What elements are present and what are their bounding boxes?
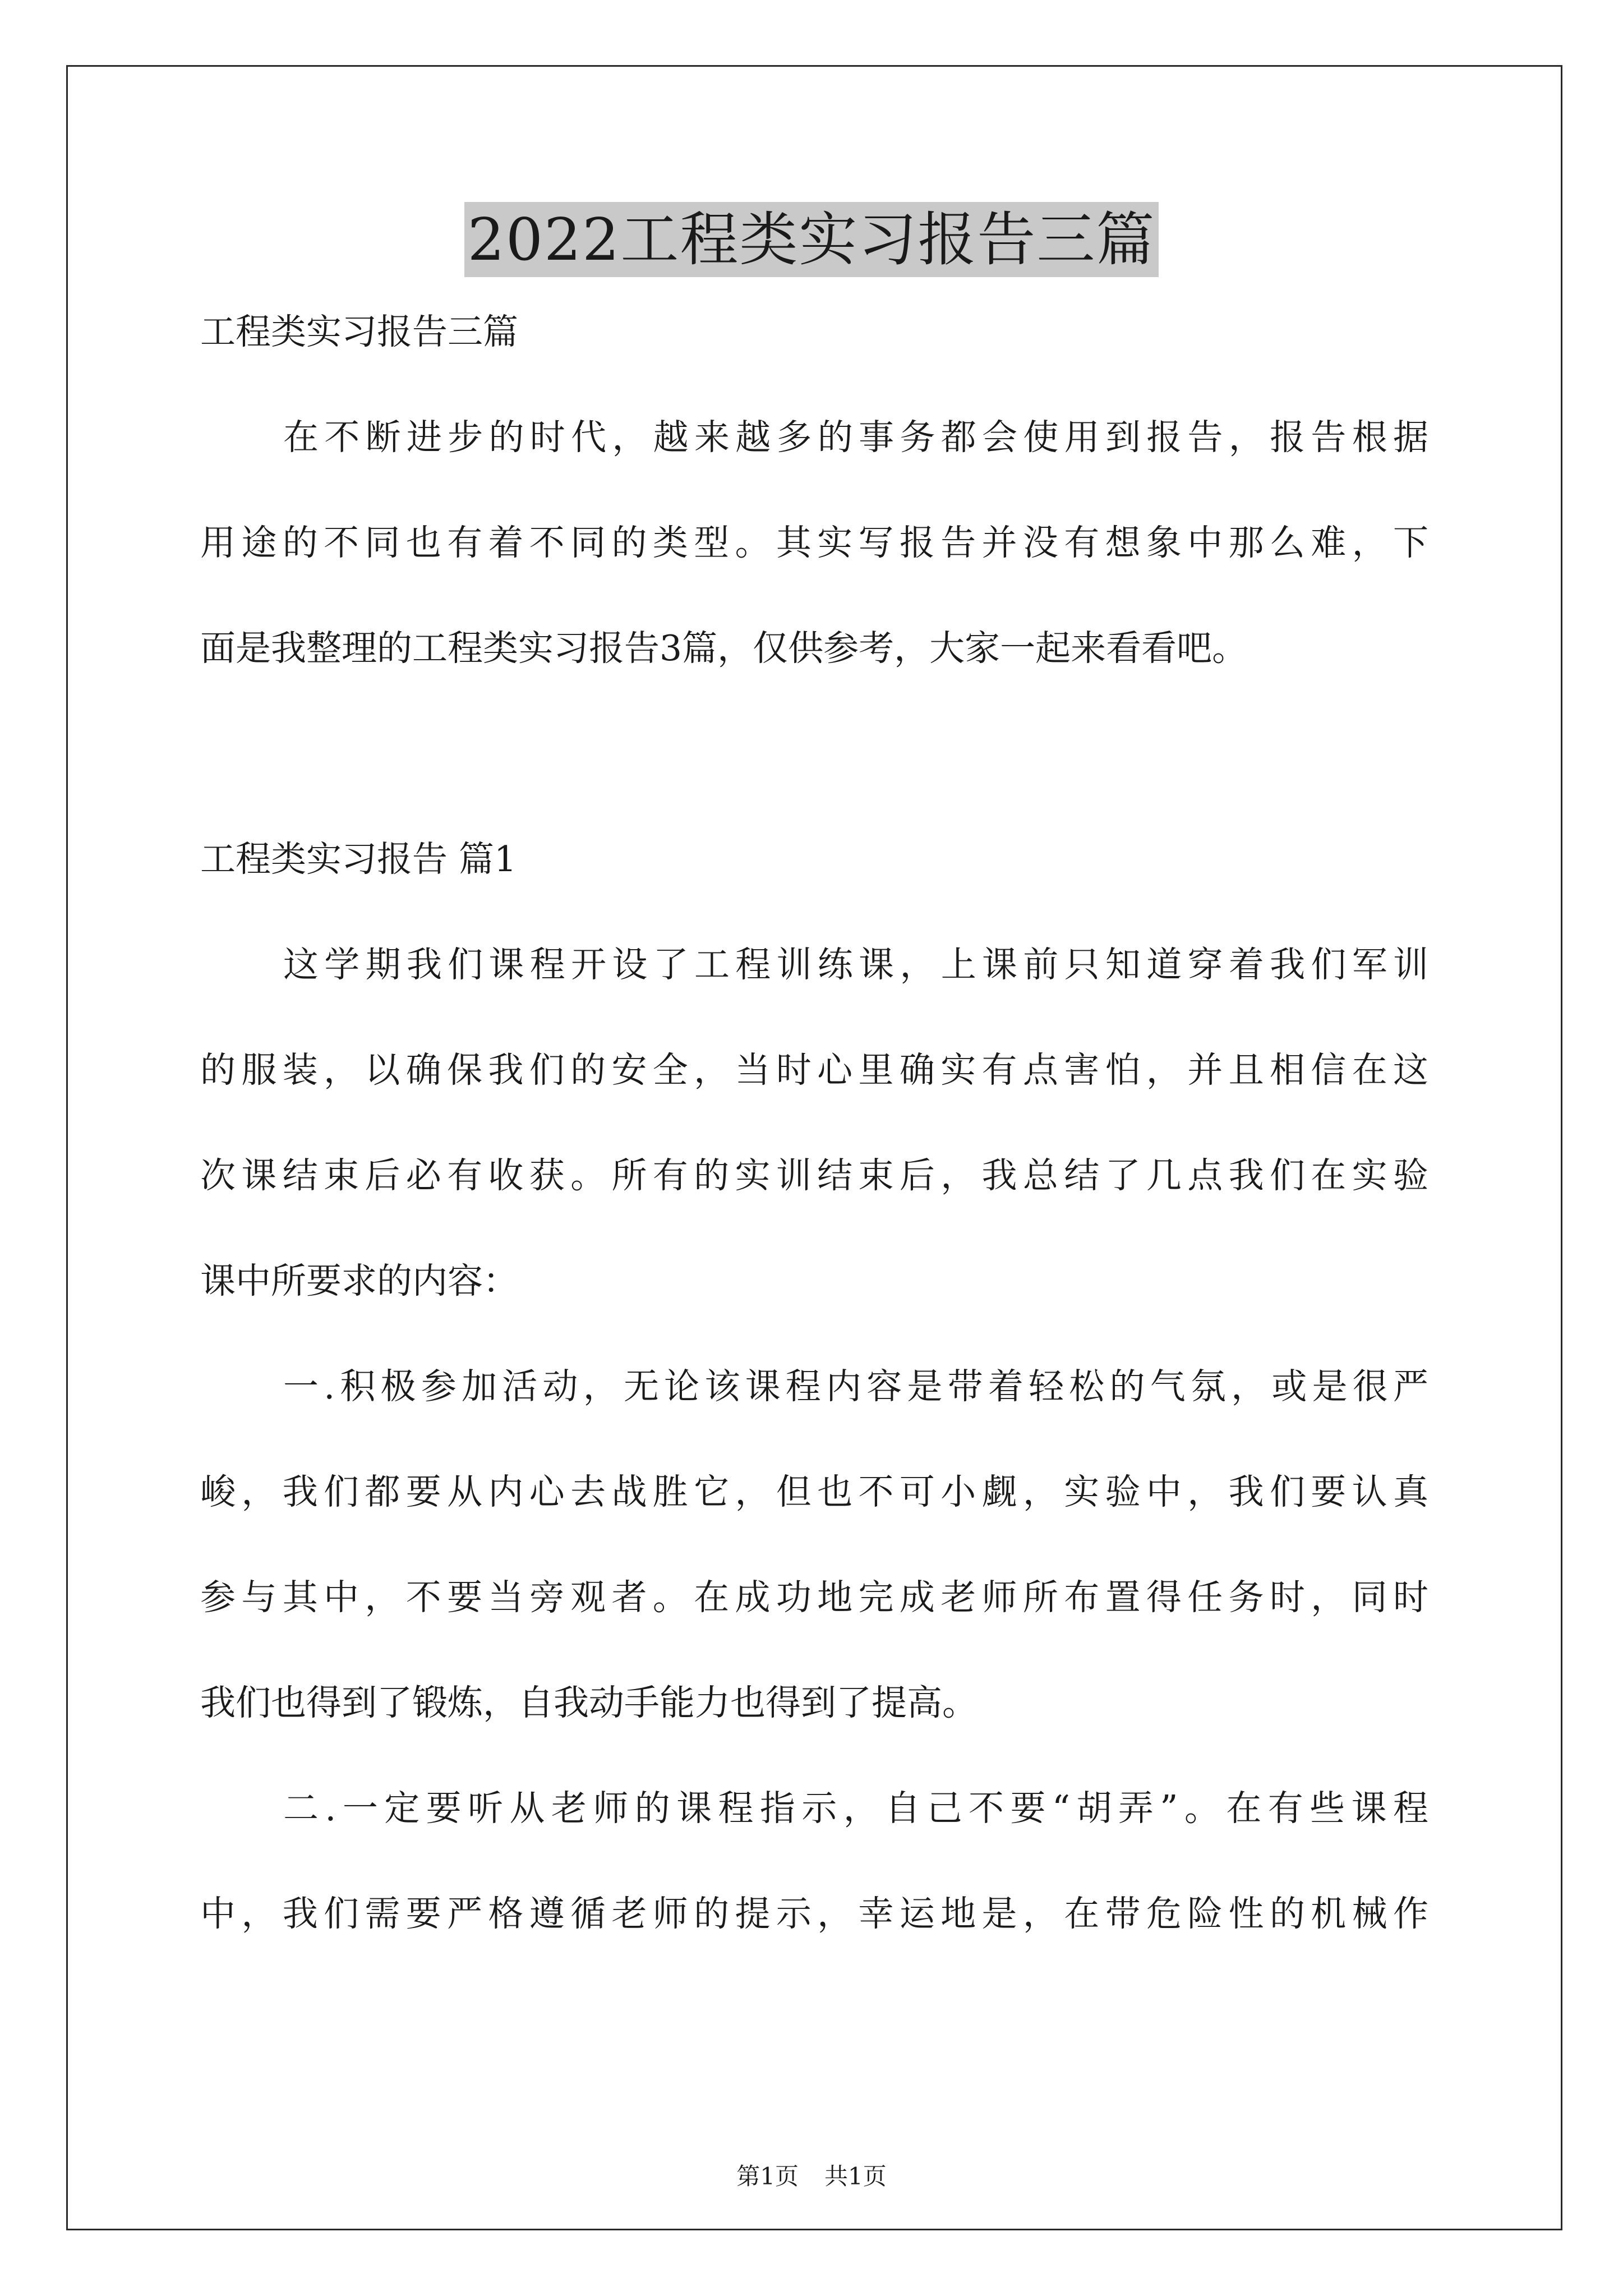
paragraph-line: 我们也得到了锻炼，自我动手能力也得到了提高。 (200, 1682, 978, 1723)
page-footer (0, 2161, 1623, 2192)
document-body (200, 306, 1428, 1940)
paragraph-line: 在不断进步的时代，越来越多的事务都会使用到报告，报告根据 (283, 417, 1428, 458)
paragraph-line: 课中所要求的内容： (200, 1260, 518, 1301)
page-number: 第1页 (736, 2162, 799, 2190)
body-paragraph-2 (200, 1360, 1428, 1729)
paragraph-line: 参与其中，不要当旁观者。在成功地完成老师所布置得任务时，同时 (200, 1577, 1428, 1618)
page-total: 共1页 (824, 2162, 887, 2190)
paragraph-line: 这学期我们课程开设了工程训练课，上课前只知道穿着我们军训 (283, 944, 1428, 985)
paragraph-line: 中，我们需要严格遵循老师的提示，幸运地是，在带危险性的机械作 (200, 1893, 1428, 1934)
paragraph-line: 一.积极参加活动，无论该课程内容是带着轻松的气氛，或是很严 (283, 1366, 1428, 1407)
paragraph-line: 峻，我们都要从内心去战胜它，但也不可小觑，实验中，我们要认真 (200, 1471, 1428, 1512)
paragraph-line: 用途的不同也有着不同的类型。其实写报告并没有想象中那么难，下 (200, 522, 1428, 563)
paragraph-line: 的服装，以确保我们的安全，当时心里确实有点害怕，并且相信在这 (200, 1050, 1428, 1091)
document-subtitle: 工程类实习报告三篇 (200, 311, 518, 352)
title-container (0, 202, 1623, 277)
body-paragraph-1 (200, 938, 1428, 1308)
section-heading: 工程类实习报告 篇1 (200, 839, 517, 880)
document-title: 2022工程类实习报告三篇 (464, 202, 1159, 277)
intro-paragraph (200, 411, 1428, 675)
paragraph-line: 面是我整理的工程类实习报告3篇，仅供参考，大家一起来看看吧。 (200, 628, 1248, 669)
body-paragraph-3 (200, 1782, 1428, 1940)
paragraph-line: 二.一定要听从老师的课程指示，自己不要“胡弄”。在有些课程 (283, 1788, 1428, 1829)
paragraph-line: 次课结束后必有收获。所有的实训结束后，我总结了几点我们在实验 (200, 1155, 1428, 1196)
